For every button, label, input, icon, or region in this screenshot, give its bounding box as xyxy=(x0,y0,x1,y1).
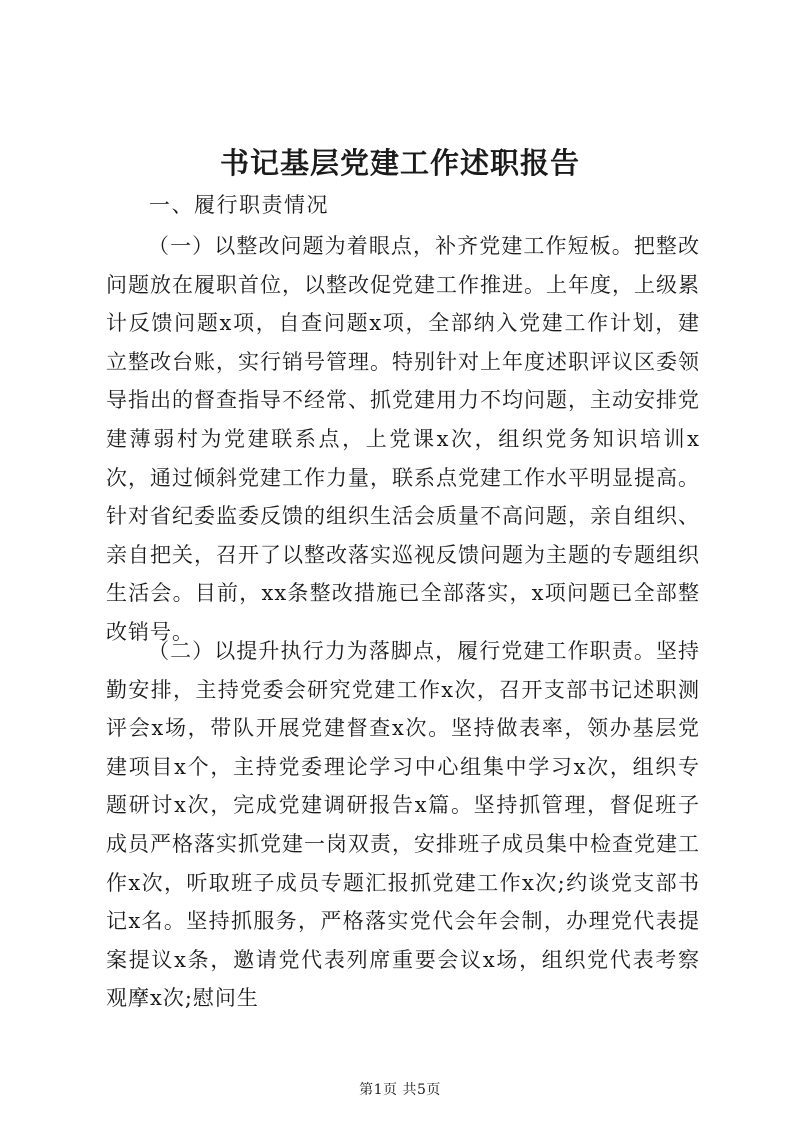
paragraph-2: （二）以提升执行力为落脚点，履行党建工作职责。坚持勤安排，主持党委会研究党建工作x次，召开支部书记述职测评会x场，带队开展党建督查x次。坚持做表率，领办基层党建项目x个，主持党委理论学习中心组集中学习x次，组织专题研讨x次，完成党建调研报告x篇。坚持抓管理，督促班子成员严格落实抓党建一岗双责，安排班子成员集中检查党建工作x次，听取班子成员专题汇报抓党建工作x次;约谈党支部书记x名。坚持抓服务，严格落实党代会年会制，办理党代表提案提议x条，邀请党代表列席重要会议x场，组织党代表考察观摩x次;慰问生 xyxy=(106,639,700,1011)
document-title: 书记基层党建工作述职报告 xyxy=(219,146,580,180)
paragraph-1: （一）以整改问题为着眼点，补齐党建工作短板。把整改问题放在履职首位，以整改促党建工作推进。上年度，上级累计反馈问题x项，自查问题x项，全部纳入党建工作计划，建立整改台账，实行销号管理。特别针对上年度述职评议区委领导指出的督查指导不经常、抓党建用力不均问题，主动安排党建薄弱村为党建联系点，上党课x次，组织党务知识培训x次，通过倾斜党建工作力量，联系点党建工作水平明显提高。针对省纪委监委反馈的组织生活会质量不高问题，亲自组织、亲自把关，召开了以整改落实巡视反馈问题为主题的专题组织生活会。目前，xx条整改措施已全部落实，x项问题已全部整改销号。 xyxy=(106,234,700,644)
page-number-footer: 第1页 共5页 xyxy=(359,1082,441,1098)
section-heading: 一、履行职责情况 xyxy=(149,193,329,217)
